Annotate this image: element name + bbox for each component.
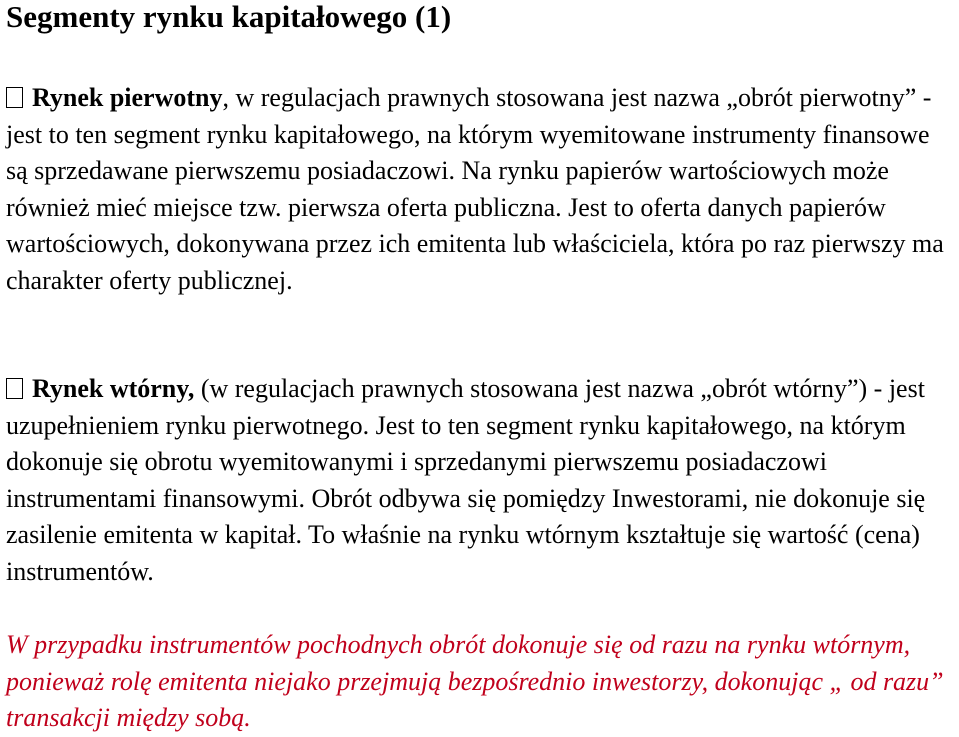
derivatives-note: W przypadku instrumentów pochodnych obrót dokonuje się od razu na rynku wtórnym, ponieważ rolę emitenta niejako przejmują bezpośrednio inwestorzy, dokonując „ od razu” transakcji między sobą. (6, 630, 944, 732)
slide-title: Segmenty rynku kapitałowego (1) (6, 0, 452, 34)
secondary-market-text: (w regulacjach prawnych stosowana jest nazwa „obrót wtórny”) - jest uzupełnieniem rynku pierwotnego. Jest to ten segment rynku kapitałowego, na którym dokonuje się obrotu wyemitowanymi i sprzedanymi pierwszemu posiadaczowi instrumentami finansowymi. Obrót odbywa się pomiędzy Inwestorami, nie dokonuje się zasilenie emitenta w kapitał. To właśnie na rynku wtórnym kształtuje się wartość (cena) instrumentów. (6, 374, 926, 586)
primary-market-paragraph (6, 80, 954, 299)
primary-market-term: Rynek pierwotny (32, 83, 223, 112)
box-glyph-icon (6, 87, 23, 108)
primary-market-text: , w regulacjach prawnych stosowana jest nazwa „obrót pierwotny” - jest to ten segment rynku kapitałowego, na którym wyemitowane instrumenty finansowe są sprzedawane pierwszemu posiadaczowi. Na rynku papierów wartościowych może również mieć miejsce tzw. pierwsza oferta publiczna. Jest to oferta danych papierów wartościowych, dokonywana przez ich emitenta lub właściciela, która po raz pierwszy ma charakter oferty publicznej. (6, 83, 944, 295)
secondary-market-paragraph (6, 371, 954, 590)
secondary-market-term: Rynek wtórny, (32, 374, 195, 403)
box-glyph-icon (6, 378, 23, 399)
